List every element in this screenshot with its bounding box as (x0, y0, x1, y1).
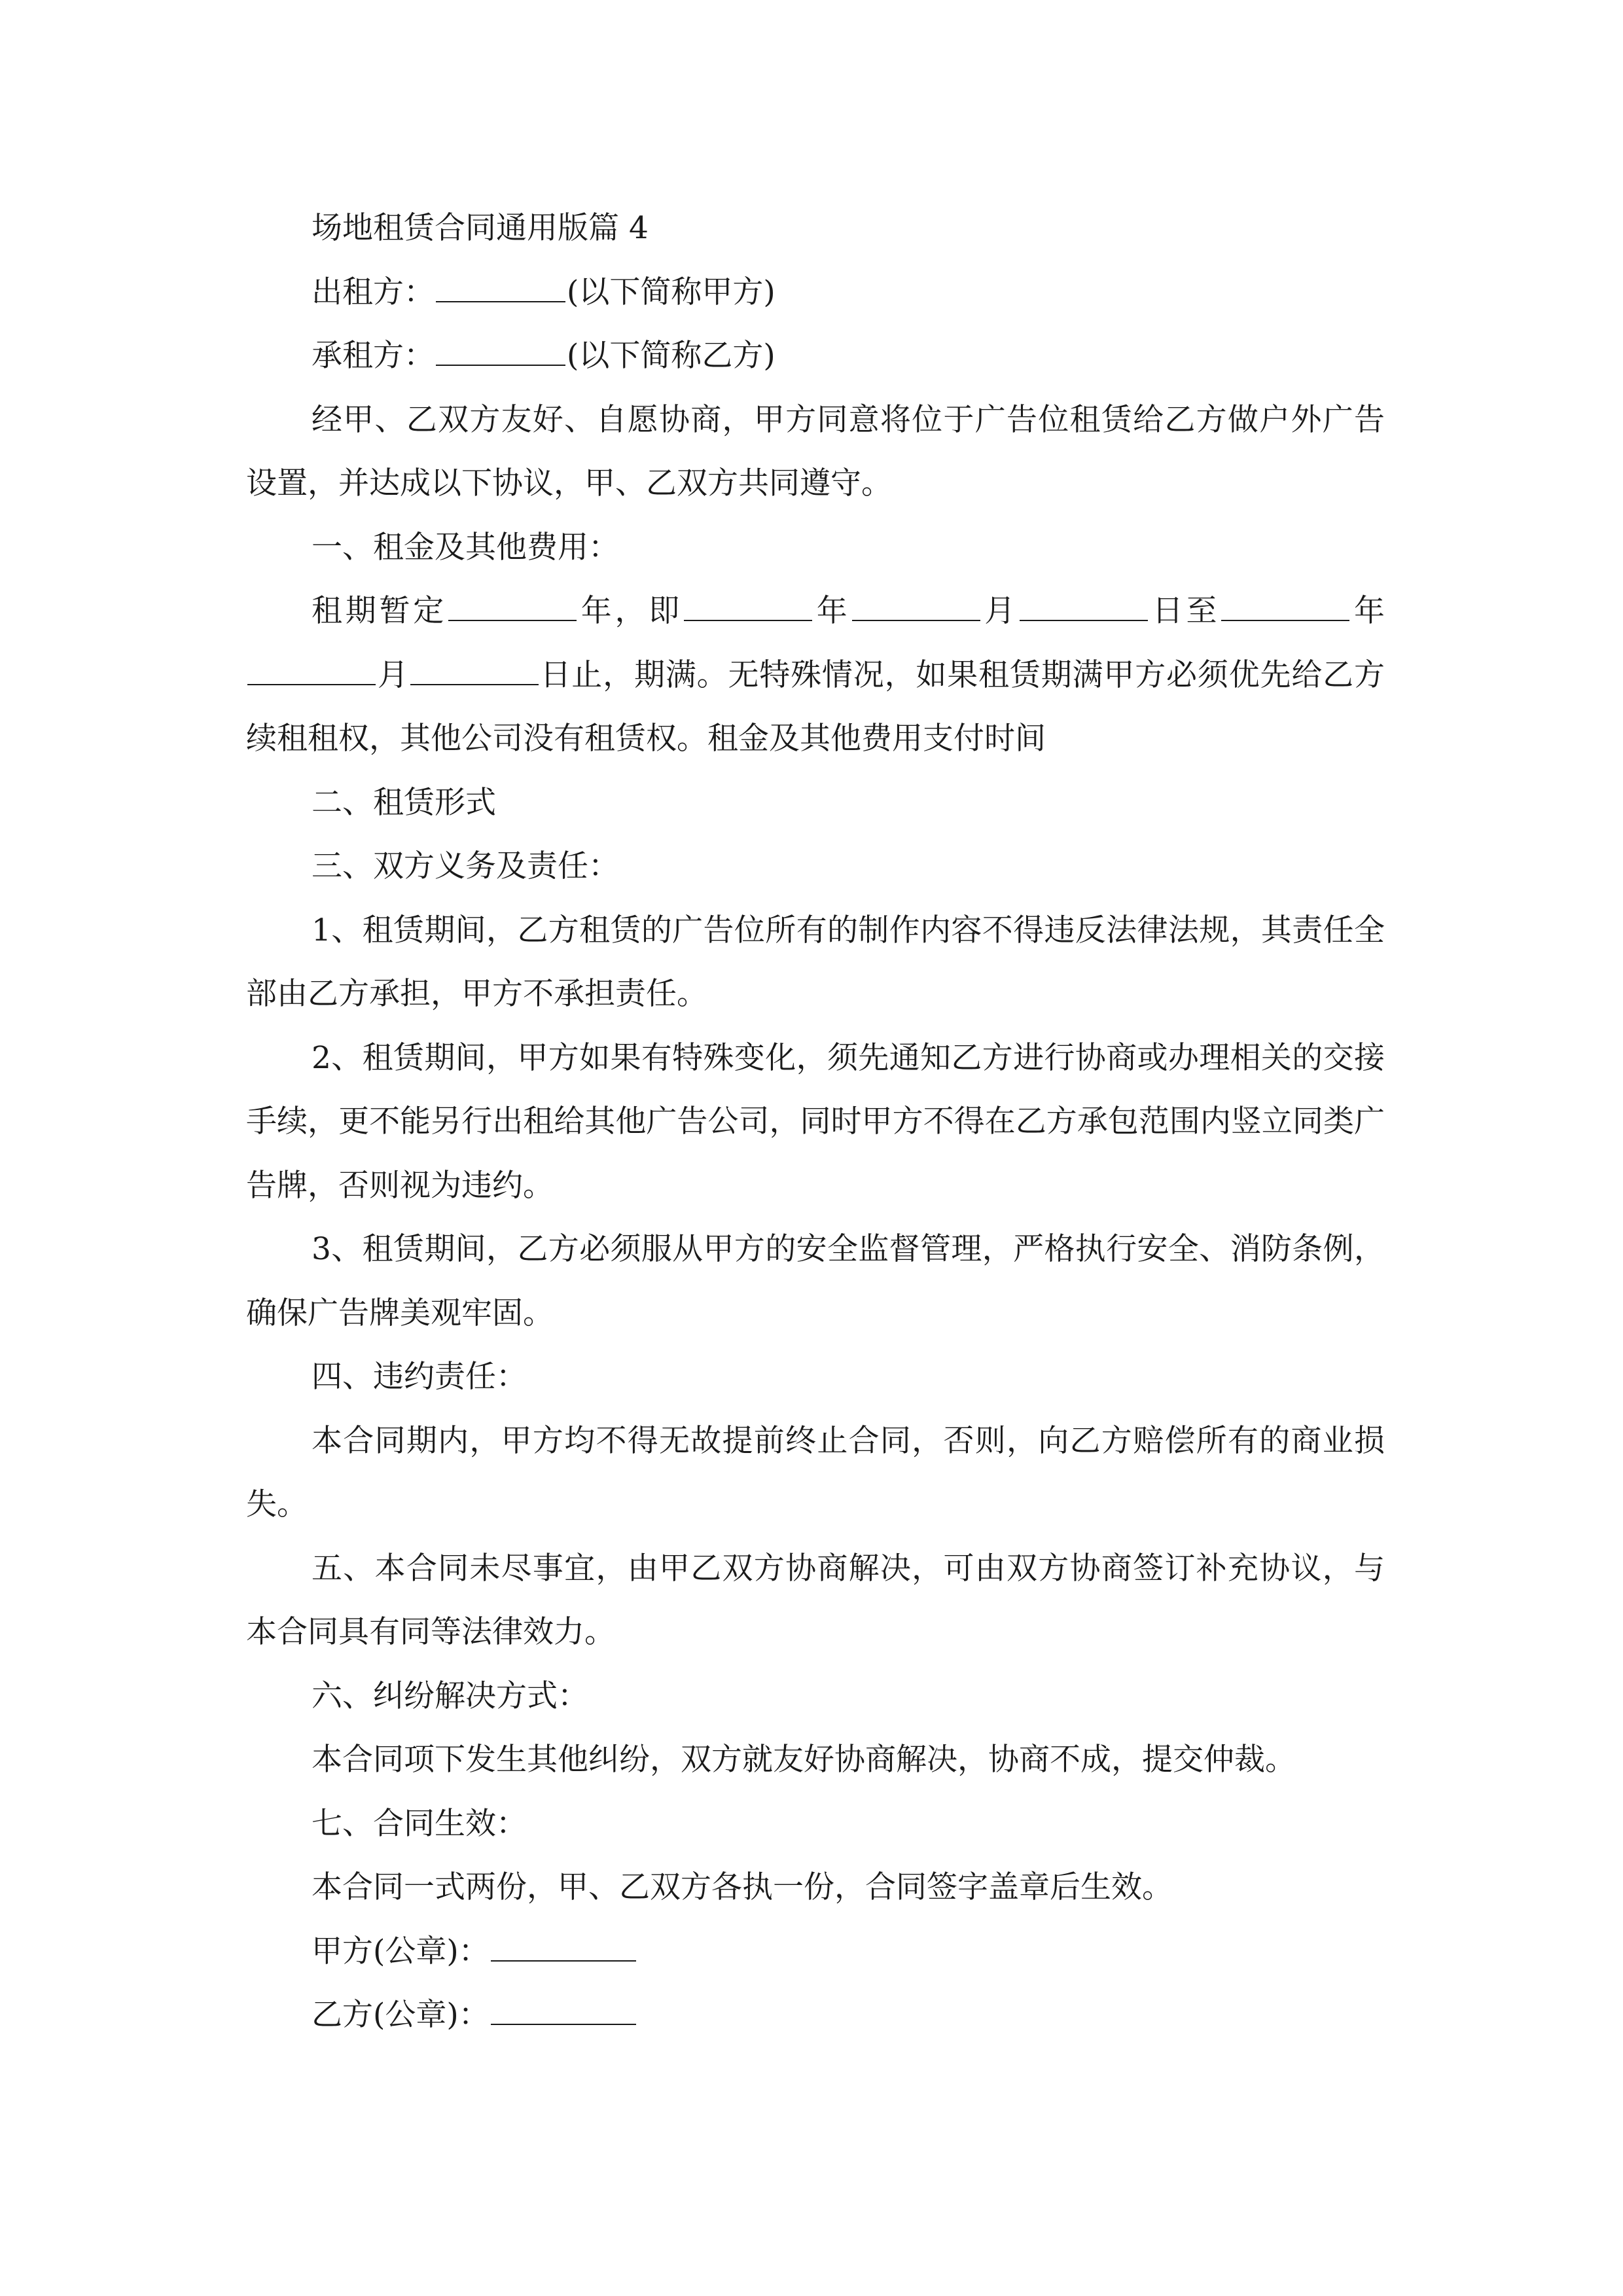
section3-item-3: 3、租赁期间，乙方必须服从甲方的安全监督管理，严格执行安全、消防条例，确保广告牌美观牢固。 (246, 1231, 1385, 1331)
section7-heading: 七、合同生效： (312, 1805, 527, 1842)
end-month-blank[interactable] (247, 662, 376, 685)
section5-text: 五、本合同未尽事宜，由甲乙双方协商解决，可由双方协商签订补充协议，与本合同具有同等法律效力。 (246, 1550, 1385, 1650)
lessee-name-blank[interactable] (436, 342, 565, 366)
section1-heading: 一、租金及其他费用： (312, 529, 619, 565)
section3-item-2: 2、租赁期间，甲方如果有特殊变化，须先通知乙方进行协商或办理相关的交接手续，更不能另行出租给其他广告公司，同时甲方不得在乙方承包范围内竖立同类广告牌，否则视为违约。 (246, 1039, 1385, 1204)
term-text-2: 年，即 (578, 593, 683, 629)
term-years-blank[interactable] (448, 598, 577, 621)
term-text-1: 租期暂定 (312, 593, 447, 629)
section4-heading: 四、违约责任： (312, 1359, 527, 1395)
party-b-signature-blank[interactable] (491, 2001, 636, 2025)
term-text-5: 日至 (1149, 593, 1221, 629)
party-a-signature-blank[interactable] (491, 1938, 636, 1962)
lessor-suffix: (以下简称甲方) (567, 274, 776, 310)
lessee-suffix: (以下简称乙方) (567, 338, 776, 374)
term-text-8: 日止，期满。无特殊情况，如果租赁期满甲方必须优先给乙方续租租权，其他公司没有租赁权。租金及其他费用支付时间 (246, 656, 1385, 757)
lease-term-paragraph (246, 579, 1385, 771)
start-month-blank[interactable] (852, 598, 980, 621)
party-a-label: 甲方(公章)： (312, 1933, 490, 1969)
lessee-label: 承租方： (312, 338, 435, 374)
lessor-label: 出租方： (312, 274, 435, 310)
end-year-blank[interactable] (1221, 598, 1349, 621)
section2-heading: 二、租赁形式 (312, 784, 496, 821)
party-a-signature-line (246, 1920, 1385, 1984)
lessor-line (246, 260, 1385, 325)
lessee-line (246, 324, 1385, 388)
section6-heading: 六、纠纷解决方式： (312, 1677, 588, 1714)
term-text-6: 年 (1351, 593, 1385, 629)
term-text-3: 年 (813, 593, 851, 629)
end-day-blank[interactable] (410, 662, 539, 685)
intro-paragraph: 经甲、乙双方友好、自愿协商，甲方同意将位于广告位租赁给乙方做户外广告设置，并达成以下协议，甲、乙双方共同遵守。 (246, 401, 1385, 501)
section6-text: 本合同项下发生其他纠纷，双方就友好协商解决，协商不成，提交仲裁。 (312, 1742, 1296, 1778)
section3-item-1: 1、租赁期间，乙方租赁的广告位所有的制作内容不得违反法律法规，其责任全部由乙方承担，甲方不承担责任。 (246, 912, 1385, 1012)
term-text-4: 月 (981, 593, 1018, 629)
section4-text: 本合同期内，甲方均不得无故提前终止合同，否则，向乙方赔偿所有的商业损失。 (246, 1422, 1385, 1522)
document-body (246, 196, 1385, 2047)
lessor-name-blank[interactable] (436, 279, 565, 302)
section7-text: 本合同一式两份，甲、乙双方各执一份，合同签字盖章后生效。 (312, 1869, 1173, 1905)
section3-heading: 三、双方义务及责任： (312, 848, 619, 884)
term-text-7: 月 (377, 656, 409, 693)
party-b-signature-line (246, 1983, 1385, 2047)
start-year-blank[interactable] (684, 598, 812, 621)
document-title: 场地租赁合同通用版篇 4 (312, 210, 649, 246)
start-day-blank[interactable] (1020, 598, 1148, 621)
party-b-label: 乙方(公章)： (312, 1997, 490, 2033)
